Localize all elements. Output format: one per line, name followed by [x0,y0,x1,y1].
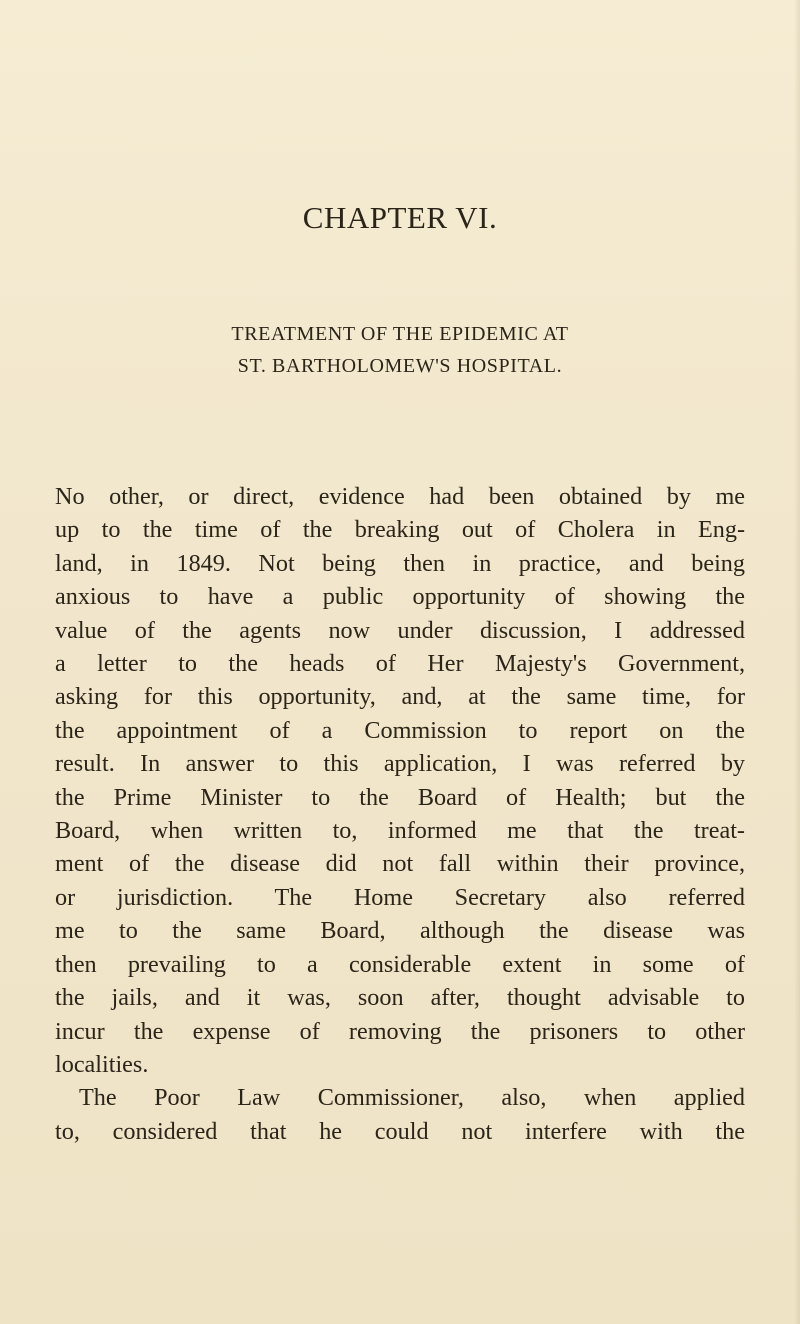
body-line: up to the time of the breaking out of Cholera in Eng- [55,516,745,544]
page-edge-shadow [794,0,800,1324]
body-line: the appointment of a Commission to report on the [55,716,745,744]
body-line: value of the agents now under discussion, I addressed [55,616,745,644]
section-title-line-1: TREATMENT OF THE EPIDEMIC AT [231,323,569,345]
body-paragraphs [55,480,745,1148]
body-line: result. In answer to this application, I was referred by [55,750,745,778]
chapter-title: CHAPTER VI. [302,200,498,235]
body-line: me to the same Board, although the disease was [55,917,745,945]
body-line: incur the expense of removing the prisoners to other [55,1017,745,1045]
body-line: asking for this opportunity, and, at the same time, for [55,683,745,711]
body-line: anxious to have a public opportunity of showing the [55,583,745,611]
section-title-line-2: ST. BARTHOLOMEW'S HOSPITAL. [237,355,563,377]
body-line: localities. [55,1050,149,1078]
body-line: the Prime Minister to the Board of Health; but the [55,783,745,811]
body-line: No other, or direct, evidence had been obtained by me [55,483,745,510]
body-line: the jails, and it was, soon after, thought advisable to [55,984,745,1012]
body-line: to, considered that he could not interfere with the [55,1117,745,1145]
section-title [0,318,800,382]
body-line: then prevailing to a considerable extent in some of [55,950,745,978]
body-line: or jurisdiction. The Home Secretary also referred [55,883,745,911]
body-line: a letter to the heads of Her Majesty's Government, [55,650,745,678]
body-line: Board, when written to, informed me that the treat- [55,817,745,845]
body-line: The Poor Law Commissioner, also, when applied [79,1084,745,1112]
body-line: ment of the disease did not fall within their province, [55,850,745,878]
body-line: land, in 1849. Not being then in practice, and being [55,549,745,577]
